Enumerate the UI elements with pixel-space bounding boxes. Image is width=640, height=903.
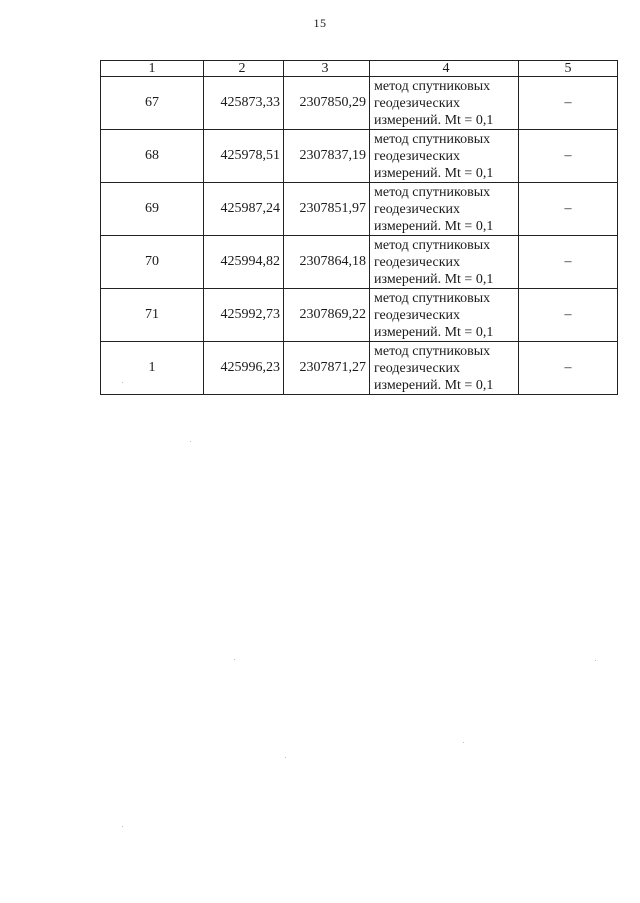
page-number: 15 [313,16,327,30]
coordinate-y: 2307850,29 [284,77,370,130]
table-row [101,236,618,289]
coordinate-x: 425992,73 [204,289,284,342]
method-line: измерений. Mt = 0,1 [374,218,494,234]
coordinate-x: 425994,82 [204,236,284,289]
method-line: измерений. Mt = 0,1 [374,271,494,287]
method-line: геодезических [374,148,461,164]
coordinate-x: 425996,23 [204,342,284,395]
method-line: измерений. Mt = 0,1 [374,377,494,393]
method-line: геодезических [374,360,461,376]
method-line: метод спутниковых [374,343,491,359]
scan-speck [234,659,235,660]
table-row [101,183,618,236]
note-dash: – [519,130,618,183]
method-cell [370,130,519,183]
point-number: 68 [101,130,204,183]
scan-speck [285,757,286,758]
point-number: 1 [101,342,204,395]
note-dash: – [519,289,618,342]
table-row [101,342,618,395]
method-line: метод спутниковых [374,78,491,94]
note-dash: – [519,342,618,395]
column-header-1: 1 [101,61,204,77]
column-header-4: 4 [370,61,519,77]
column-header-5: 5 [519,61,618,77]
method-line: измерений. Mt = 0,1 [374,324,494,340]
coordinate-y: 2307851,97 [284,183,370,236]
method-cell [370,77,519,130]
coordinate-x: 425873,33 [204,77,284,130]
method-cell [370,289,519,342]
table-row [101,289,618,342]
method-line: геодезических [374,307,461,323]
coordinate-y: 2307837,19 [284,130,370,183]
method-line: геодезических [374,95,461,111]
method-cell [370,342,519,395]
point-number: 71 [101,289,204,342]
point-number: 70 [101,236,204,289]
method-cell [370,183,519,236]
note-dash: – [519,236,618,289]
header-row [101,61,618,77]
coordinates-table [100,60,618,395]
note-dash: – [519,77,618,130]
method-line: метод спутниковых [374,184,491,200]
scan-speck [122,382,123,383]
method-line: метод спутниковых [374,290,491,306]
method-cell [370,236,519,289]
scan-speck [190,441,191,442]
scan-speck [595,660,596,661]
method-line: измерений. Mt = 0,1 [374,165,494,181]
method-line: измерений. Mt = 0,1 [374,112,494,128]
note-dash: – [519,183,618,236]
column-header-2: 2 [204,61,284,77]
scan-speck [122,826,123,827]
column-header-3: 3 [284,61,370,77]
method-line: метод спутниковых [374,131,491,147]
coordinate-x: 425978,51 [204,130,284,183]
method-line: геодезических [374,201,461,217]
coordinate-y: 2307869,22 [284,289,370,342]
method-line: метод спутниковых [374,237,491,253]
table-row [101,130,618,183]
table-row [101,77,618,130]
method-line: геодезических [374,254,461,270]
point-number: 67 [101,77,204,130]
point-number: 69 [101,183,204,236]
table-header [101,61,618,77]
table-body [101,77,618,395]
coordinate-x: 425987,24 [204,183,284,236]
coordinate-y: 2307871,27 [284,342,370,395]
coordinate-y: 2307864,18 [284,236,370,289]
scan-speck [463,742,464,743]
